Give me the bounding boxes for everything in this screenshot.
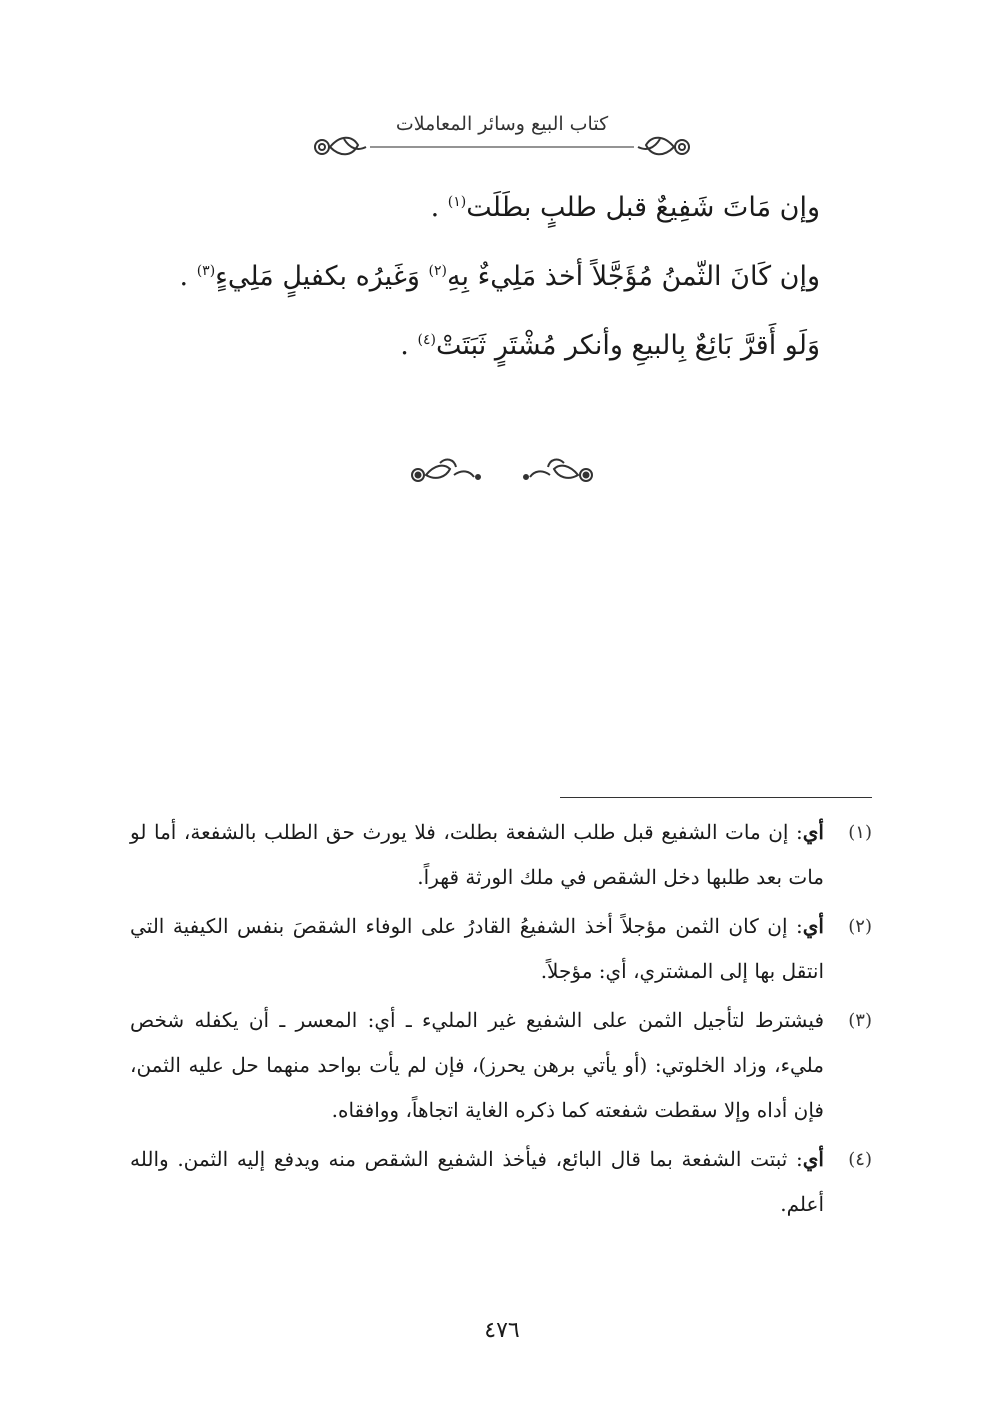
main-text <box>130 190 820 397</box>
main-line-2 <box>130 259 820 295</box>
footnote-text: فيشترط لتأجيل الثمن على الشفيع غير المليء ـ أي: المعسر ـ أن يكفله شخص مليء، وزاد الخلوتي: (أو يأتي برهن يحرز)، فإن لم يأت بواحد منهما حل عليه الثمن، فإن أداه وإلا سقطت شفعته كما ذكره الغاية اتجاهاً، ووافقاه. <box>130 1008 824 1122</box>
main-line-end: . <box>179 261 197 292</box>
footnote <box>130 1137 872 1227</box>
header-ornament-icon <box>300 135 704 175</box>
footnote-lead: أي <box>802 1147 824 1171</box>
running-header <box>300 105 704 175</box>
footnote <box>130 904 872 994</box>
main-line-text: وإن كَانَ الثّمنُ مُؤَجَّلاً أخذ مَلِيءٌ بِهِ <box>447 261 820 292</box>
footnote-lead: أي <box>802 914 824 938</box>
main-line-middle: وَغَيرُه بكفيلٍ مَلِيءٍ <box>215 261 429 292</box>
footnote-number: (١) <box>848 822 872 843</box>
footnote-separator <box>560 797 872 798</box>
main-line-3 <box>130 328 820 364</box>
footnote-number: (٤) <box>848 1149 872 1170</box>
main-line-end: . <box>400 330 418 361</box>
page-number: ٤٧٦ <box>484 1318 520 1343</box>
main-line-text: وإن مَاتَ شَفِيعٌ قبل طلبٍ بطَلَت <box>466 192 820 223</box>
footnote-lead: أي <box>802 820 824 844</box>
main-line-1 <box>130 190 820 226</box>
footnote-number: (٣) <box>848 1010 872 1031</box>
footnotes <box>130 810 872 1231</box>
footnote-ref[interactable]: (٣) <box>196 263 216 279</box>
section-end-ornament-icon <box>400 455 604 495</box>
header-title: كتاب البيع وسائر المعاملات <box>395 113 609 135</box>
main-line-text: وَلَو أَقرَّ بَائِعٌ بِالبيعِ وأنكر مُشْتَرٍ ثَبَتَتْ <box>435 330 820 361</box>
footnote-ref[interactable]: (٢) <box>428 263 448 279</box>
footnote-number: (٢) <box>848 916 872 937</box>
footnote <box>130 810 872 900</box>
footnote-ref[interactable]: (٤) <box>417 332 436 348</box>
footnote <box>130 998 872 1133</box>
footnote-text: : ثبتت الشفعة بما قال البائع، فيأخذ الشفيع الشقص منه ويدفع إليه الثمن. والله أعلم. <box>130 1147 824 1216</box>
main-line-end: . <box>430 192 448 223</box>
footnote-text: : إن كان الثمن مؤجلاً أخذ الشفيعُ القادرُ على الوفاء الشقصَ بنفس الكيفية التي انتقل بها إلى المشتري، أي: مؤجلاً. <box>130 914 824 983</box>
footnote-ref[interactable]: (١) <box>447 194 467 210</box>
footnote-text: : إن مات الشفيع قبل طلب الشفعة بطلت، فلا يورث حق الطلب بالشفعة، أما لو مات بعد طلبها دخل الشقص في ملك الورثة قهراً. <box>130 820 824 889</box>
